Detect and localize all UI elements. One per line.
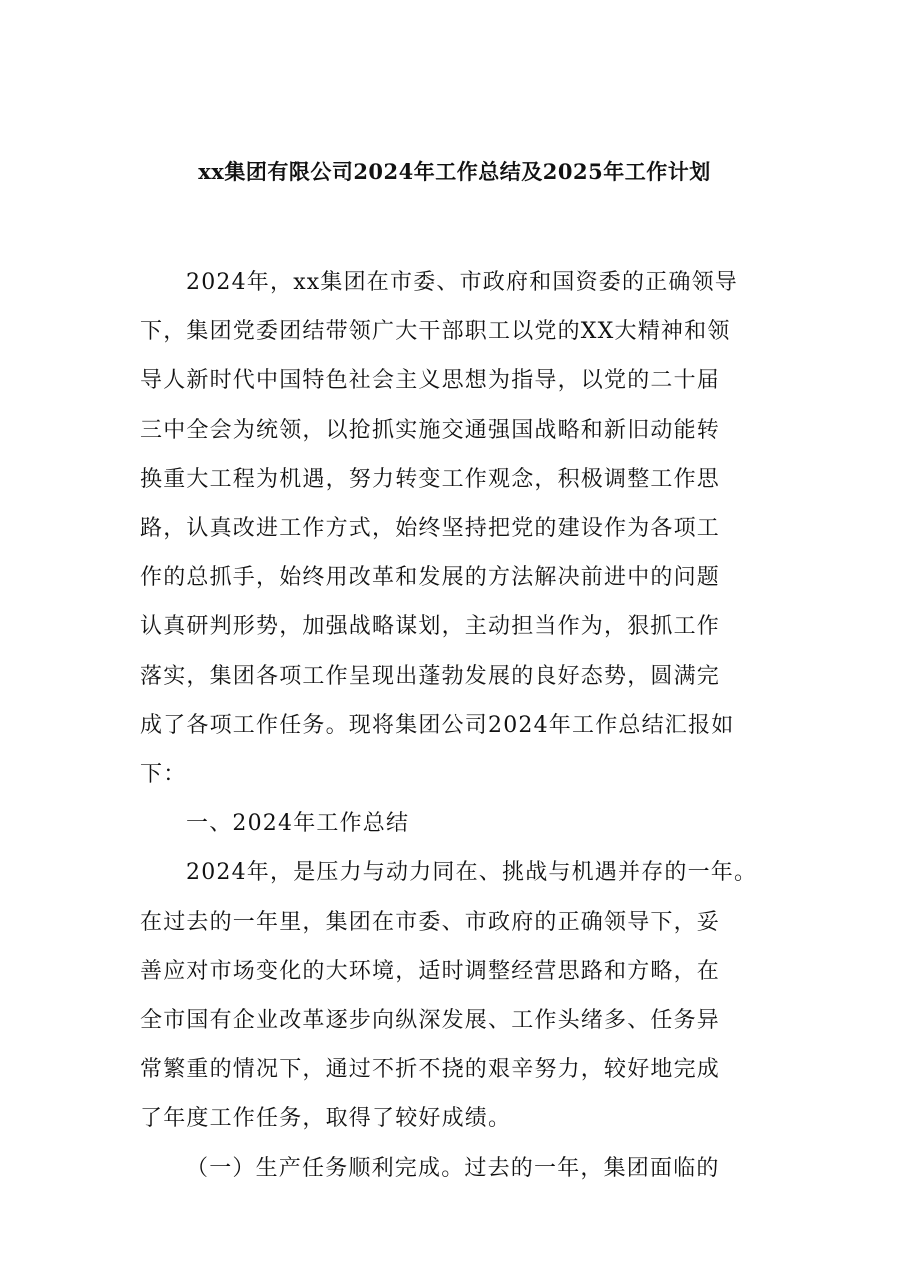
section-heading-text: 一、2024年工作总结 (186, 811, 410, 837)
paragraph-line: 换重大工程为机遇，努力转变工作观念，积极调整工作思 (140, 466, 721, 492)
subsection-paragraph (140, 1144, 780, 1193)
paragraph-line: 了年度工作任务，取得了较好成绩。 (140, 1106, 512, 1132)
paragraph-line: 2024年，xx集团在市委、市政府和国资委的正确领导 (186, 270, 739, 295)
paragraph-line: 在过去的一年里，集团在市委、市政府的正确领导下，妥 (140, 909, 721, 935)
document-title: xx集团有限公司2024年工作总结及2025年工作计划 (198, 159, 711, 184)
paragraph-line: 三中全会为统领，以抢抓实施交通强国战略和新旧动能转 (140, 417, 721, 443)
paragraph-line: 路，认真改进工作方式，始终坚持把党的建设作为各项工 (140, 516, 721, 542)
paragraph-line: 认真研判形势，加强战略谋划，主动担当作为，狠抓工作 (140, 614, 721, 640)
intro-paragraph (140, 258, 780, 799)
paragraph-line: 常繁重的情况下，通过不折不挠的艰辛努力，较好地完成 (140, 1057, 721, 1083)
document-body (140, 258, 780, 1193)
paragraph-line: 2024年，是压力与动力同在、挑战与机遇并存的一年。 (186, 860, 758, 886)
paragraph-line: 全市国有企业改革逐步向纵深发展、工作头绪多、任务异 (140, 1008, 721, 1034)
paragraph-line: 善应对市场变化的大环境，适时调整经营思路和方略，在 (140, 958, 721, 984)
paragraph-line: 导人新时代中国特色社会主义思想为指导，以党的二十届 (140, 368, 721, 394)
paragraph-line: 作的总抓手，始终用改革和发展的方法解决前进中的问题 (140, 565, 721, 591)
paragraph-line: 下，集团党委团结带领广大干部职工以党的XX大精神和领 (140, 319, 731, 345)
paragraph-line: 下： (140, 762, 187, 788)
section-heading (140, 799, 780, 848)
paragraph-line: 落实，集团各项工作呈现出蓬勃发展的良好态势，圆满完 (140, 663, 721, 689)
paragraph-line: （一）生产任务顺利完成。过去的一年，集团面临的 (186, 1155, 720, 1181)
summary-paragraph (140, 848, 780, 1143)
paragraph-line: 成了各项工作任务。现将集团公司2024年工作总结汇报如 (140, 712, 735, 738)
